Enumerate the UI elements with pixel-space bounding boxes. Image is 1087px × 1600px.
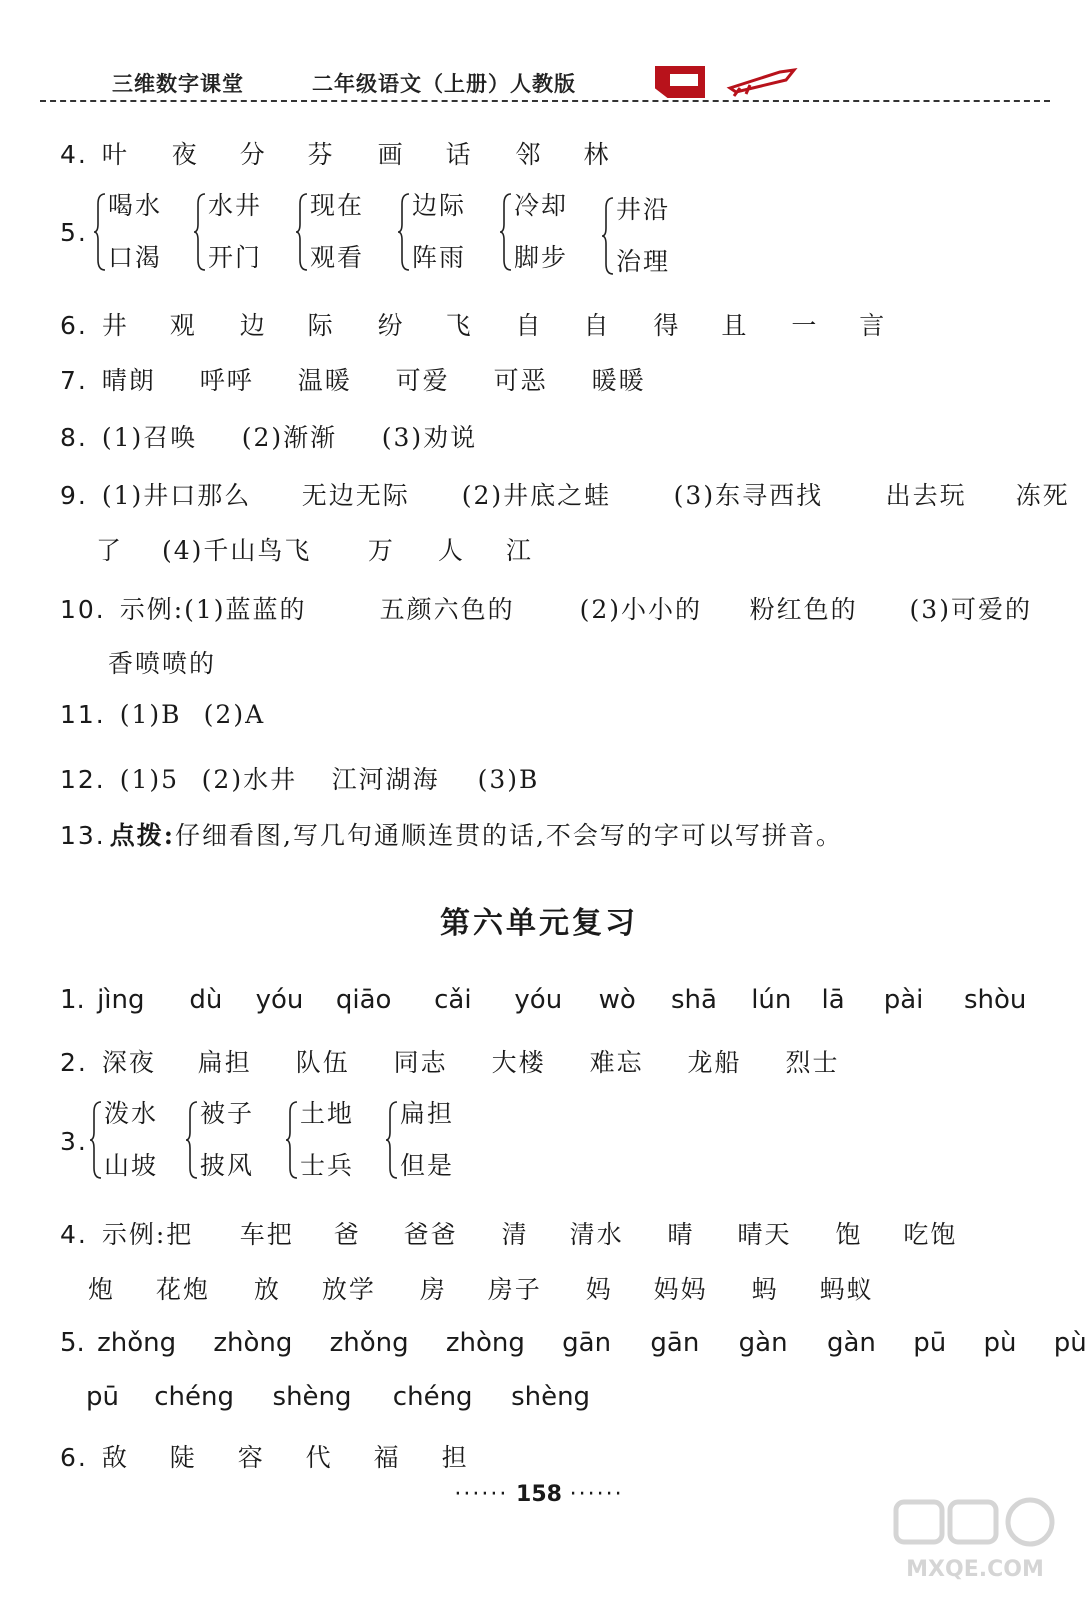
answer-word: 扁担 bbox=[400, 1099, 455, 1128]
answer-word: 井沿 bbox=[616, 195, 671, 224]
pinyin: yóu bbox=[514, 985, 563, 1015]
answer-word: 边际 bbox=[412, 191, 467, 220]
answer-word: (3)劝说 bbox=[381, 423, 478, 452]
answer-word: (1)召唤 bbox=[101, 423, 198, 452]
watermark-logo-icon bbox=[890, 1496, 1060, 1586]
answer-word: (2)A bbox=[203, 700, 266, 729]
answer-number: 6. bbox=[60, 311, 88, 340]
answer-5-group-1 bbox=[94, 192, 162, 272]
pinyin: shòu bbox=[964, 985, 1027, 1015]
header-dashed-rule bbox=[40, 100, 1050, 102]
pinyin: shā bbox=[670, 985, 717, 1015]
answer-word: 五颜六色的 bbox=[379, 595, 515, 624]
answer-word: 得 bbox=[653, 311, 681, 340]
answer-7 bbox=[60, 361, 646, 397]
brace-icon bbox=[186, 1100, 198, 1180]
answer-word: 难忘 bbox=[589, 1048, 644, 1077]
answer-word: 香喷喷的 bbox=[108, 649, 217, 678]
answer-word: 容 bbox=[237, 1443, 265, 1472]
answer-word: 烈士 bbox=[785, 1048, 840, 1077]
answer-word: 冻死 bbox=[1015, 481, 1070, 510]
pinyin: qiāo bbox=[335, 985, 392, 1015]
answer-word: 放学 bbox=[321, 1275, 376, 1304]
answer-word: (2)水井 bbox=[201, 765, 298, 794]
answer-word: 无边无际 bbox=[301, 481, 410, 510]
review-4-line-1 bbox=[60, 1215, 957, 1251]
answer-5-group-4 bbox=[398, 192, 466, 272]
answer-number: 2. bbox=[60, 1048, 88, 1077]
answer-word: (1)B bbox=[119, 700, 182, 729]
answer-word: 晴朗 bbox=[101, 366, 156, 395]
answer-word: 脚步 bbox=[514, 243, 569, 272]
answer-word: 叶 bbox=[101, 140, 129, 169]
answer-word: 房 bbox=[419, 1275, 447, 1304]
pinyin: zhǒng bbox=[329, 1328, 409, 1358]
review-3-group-2 bbox=[186, 1100, 254, 1180]
answer-word: 同志 bbox=[393, 1048, 448, 1077]
review-3-group-3 bbox=[286, 1100, 354, 1180]
header-badge-stripe bbox=[670, 74, 698, 86]
answer-word: 晴 bbox=[667, 1220, 695, 1249]
brace-icon bbox=[286, 1100, 298, 1180]
pinyin: wò bbox=[598, 985, 636, 1015]
answer-word: 龙船 bbox=[687, 1048, 742, 1077]
pinyin: jìng bbox=[97, 985, 145, 1015]
answer-word: (2)小小的 bbox=[579, 595, 703, 624]
answer-word: (1)5 bbox=[119, 765, 180, 794]
answer-word: 披风 bbox=[200, 1151, 255, 1180]
answer-5-group-3 bbox=[296, 192, 364, 272]
pinyin: pù bbox=[983, 1328, 1017, 1358]
answer-word: (1)井口那么 bbox=[101, 481, 252, 510]
review-3-number bbox=[60, 1127, 92, 1156]
answer-word: 大楼 bbox=[491, 1048, 546, 1077]
answer-word: 呼呼 bbox=[199, 366, 254, 395]
answer-word: 林 bbox=[583, 140, 611, 169]
answer-word: 山坡 bbox=[104, 1151, 159, 1180]
answer-word: 现在 bbox=[310, 191, 365, 220]
answer-5-group-5 bbox=[500, 192, 568, 272]
answer-number: 1. bbox=[60, 985, 85, 1015]
answer-number: 5. bbox=[60, 1328, 85, 1358]
tip-label: 点拨: bbox=[109, 821, 175, 850]
answer-word: 敌 bbox=[101, 1443, 129, 1472]
answer-word: 邻 bbox=[515, 140, 543, 169]
answer-word: 飞 bbox=[445, 311, 473, 340]
pinyin: lún bbox=[751, 985, 792, 1015]
review-4-line-2 bbox=[88, 1270, 874, 1306]
pinyin: yóu bbox=[255, 985, 304, 1015]
answer-number: 4. bbox=[60, 1220, 88, 1249]
answer-word: 晴天 bbox=[737, 1220, 792, 1249]
pinyin: chéng bbox=[392, 1382, 473, 1412]
answer-word: 土地 bbox=[300, 1099, 355, 1128]
answer-5-group-6 bbox=[602, 196, 670, 276]
answer-word: 芬 bbox=[307, 140, 335, 169]
answer-word: 饱 bbox=[835, 1220, 863, 1249]
answer-word: 粉红色的 bbox=[749, 595, 858, 624]
answer-word: 一 bbox=[791, 311, 819, 340]
answer-word: 担 bbox=[441, 1443, 469, 1472]
brace-icon bbox=[296, 192, 308, 272]
header-book-title: 二年级语文（上册）人教版 bbox=[312, 72, 576, 96]
answer-number: 13. bbox=[60, 821, 106, 850]
answer-number: 4. bbox=[60, 140, 88, 169]
answer-word: 炮 bbox=[88, 1275, 116, 1304]
answer-word: 深夜 bbox=[101, 1048, 156, 1077]
answer-word: 可爱 bbox=[395, 366, 450, 395]
answer-word: 清水 bbox=[569, 1220, 624, 1249]
answer-word: 江 bbox=[505, 536, 533, 565]
pinyin: chéng bbox=[154, 1382, 235, 1412]
answer-word: 夜 bbox=[171, 140, 199, 169]
brace-icon bbox=[386, 1100, 398, 1180]
pinyin: pū bbox=[86, 1382, 119, 1412]
answer-word: 人 bbox=[437, 536, 465, 565]
answer-word: 际 bbox=[307, 311, 335, 340]
pinyin: gān bbox=[562, 1328, 612, 1358]
page-number-value: 158 bbox=[516, 1482, 562, 1507]
answer-word: 画 bbox=[377, 140, 405, 169]
answer-word: 蚂 bbox=[751, 1275, 779, 1304]
answer-word: 喝水 bbox=[108, 191, 163, 220]
answer-9-line-1 bbox=[60, 476, 1070, 512]
pinyin: gān bbox=[650, 1328, 700, 1358]
page-number: ······ 158 ······ bbox=[454, 1482, 624, 1507]
review-2 bbox=[60, 1043, 840, 1079]
brace-icon bbox=[398, 192, 410, 272]
answer-word: 出去玩 bbox=[885, 481, 967, 510]
answer-word: 士兵 bbox=[300, 1151, 355, 1180]
answer-number: 7. bbox=[60, 366, 88, 395]
answer-word: 但是 bbox=[400, 1151, 455, 1180]
pinyin: dù bbox=[189, 985, 223, 1015]
answer-word: 示例:把 bbox=[101, 1220, 194, 1249]
answer-word: 口渴 bbox=[108, 243, 163, 272]
answer-word: 冷却 bbox=[514, 191, 569, 220]
answer-word: 江河湖海 bbox=[331, 765, 440, 794]
answer-word: 队伍 bbox=[295, 1048, 350, 1077]
answer-word: 暖暖 bbox=[591, 366, 646, 395]
answer-word: 爸 bbox=[333, 1220, 361, 1249]
answer-word: 代 bbox=[305, 1443, 333, 1472]
answer-word: 自 bbox=[515, 311, 543, 340]
answer-5-number bbox=[60, 218, 92, 247]
review-1 bbox=[60, 985, 1026, 1015]
pinyin: pù bbox=[1053, 1328, 1087, 1358]
review-3-group-4 bbox=[386, 1100, 454, 1180]
answer-word: 开门 bbox=[208, 243, 263, 272]
answer-word: 边 bbox=[239, 311, 267, 340]
answer-number: 12. bbox=[60, 765, 106, 794]
answer-word: 吃饱 bbox=[903, 1220, 958, 1249]
answer-word: 观 bbox=[169, 311, 197, 340]
answer-4 bbox=[60, 135, 611, 171]
answer-number: 9. bbox=[60, 481, 88, 510]
pinyin: shèng bbox=[272, 1382, 352, 1412]
answer-word: 清 bbox=[501, 1220, 529, 1249]
answer-number: 10. bbox=[60, 595, 106, 624]
answer-word: 水井 bbox=[208, 191, 263, 220]
answer-13 bbox=[60, 816, 843, 852]
answer-10-line-2 bbox=[108, 644, 216, 680]
section-title: 第六单元复习 bbox=[440, 906, 638, 941]
answer-word: 自 bbox=[583, 311, 611, 340]
answer-word: 放 bbox=[253, 1275, 281, 1304]
pinyin: pài bbox=[883, 985, 924, 1015]
review-6 bbox=[60, 1438, 469, 1474]
answer-word: 蚂蚁 bbox=[819, 1275, 874, 1304]
answer-6 bbox=[60, 306, 886, 342]
brace-icon bbox=[602, 196, 614, 276]
answer-word: 井 bbox=[101, 311, 129, 340]
answer-number: 8. bbox=[60, 423, 88, 452]
rocket-icon bbox=[720, 66, 800, 96]
review-5-line-1 bbox=[60, 1328, 1087, 1358]
answer-word: 万 bbox=[367, 536, 395, 565]
pinyin: shèng bbox=[511, 1382, 591, 1412]
answer-word: 了 bbox=[96, 536, 124, 565]
pinyin: zhǒng bbox=[97, 1328, 177, 1358]
answer-word: 纷 bbox=[377, 311, 405, 340]
brace-icon bbox=[500, 192, 512, 272]
header-series-title: 三维数字课堂 bbox=[112, 72, 244, 96]
answer-12 bbox=[60, 760, 539, 796]
watermark-text: MXQE.COM bbox=[906, 1557, 1044, 1582]
answer-word: 车把 bbox=[239, 1220, 294, 1249]
answer-word: 被子 bbox=[200, 1099, 255, 1128]
answer-word: 话 bbox=[445, 140, 473, 169]
answer-number: 6. bbox=[60, 1443, 88, 1472]
review-3-group-1 bbox=[90, 1100, 158, 1180]
pinyin: gàn bbox=[826, 1328, 876, 1358]
answer-word: 妈妈 bbox=[653, 1275, 708, 1304]
answer-word: 分 bbox=[239, 140, 267, 169]
pinyin: gàn bbox=[738, 1328, 788, 1358]
answer-word: 言 bbox=[859, 311, 887, 340]
answer-word: (2)渐渐 bbox=[241, 423, 338, 452]
review-5-line-2 bbox=[86, 1382, 590, 1412]
answer-number: 5. bbox=[60, 218, 88, 247]
pinyin: cǎi bbox=[434, 985, 472, 1015]
brace-icon bbox=[90, 1100, 102, 1180]
pinyin: zhòng bbox=[445, 1328, 525, 1358]
answer-8 bbox=[60, 418, 477, 454]
answer-word: 且 bbox=[721, 311, 749, 340]
answer-word: 温暖 bbox=[297, 366, 352, 395]
answer-10-line-1 bbox=[60, 590, 1032, 626]
answer-word: 陡 bbox=[169, 1443, 197, 1472]
answer-word: 治理 bbox=[616, 247, 671, 276]
pinyin: pū bbox=[913, 1328, 947, 1358]
answer-word: 阵雨 bbox=[412, 243, 467, 272]
tip-text: 仔细看图,写几句通顺连贯的话,不会写的字可以写拼音。 bbox=[175, 821, 843, 850]
answer-word: (2)井底之蛙 bbox=[461, 481, 612, 510]
pinyin: lā bbox=[821, 985, 845, 1015]
answer-word: 花炮 bbox=[155, 1275, 210, 1304]
answer-word: 爸爸 bbox=[403, 1220, 458, 1249]
answer-word: (3)可爱的 bbox=[909, 595, 1032, 624]
answer-word: 房子 bbox=[487, 1275, 542, 1304]
pinyin: zhòng bbox=[213, 1328, 293, 1358]
answer-number: 3. bbox=[60, 1127, 88, 1156]
page-header bbox=[40, 62, 1050, 102]
answer-word: (4)千山鸟飞 bbox=[161, 536, 312, 565]
answer-word: 扁担 bbox=[197, 1048, 252, 1077]
answer-11 bbox=[60, 700, 265, 729]
answer-word: 可恶 bbox=[493, 366, 548, 395]
answer-number: 11. bbox=[60, 700, 106, 729]
answer-9-line-2 bbox=[96, 531, 533, 567]
answer-word: (3)B bbox=[477, 765, 540, 794]
brace-icon bbox=[94, 192, 106, 272]
answer-word: 福 bbox=[373, 1443, 401, 1472]
answer-word: 观看 bbox=[310, 243, 365, 272]
answer-word: 泼水 bbox=[104, 1099, 159, 1128]
brace-icon bbox=[194, 192, 206, 272]
answer-word: 示例:(1)蓝蓝的 bbox=[119, 595, 307, 624]
answer-5-group-2 bbox=[194, 192, 262, 272]
answer-word: (3)东寻西找 bbox=[673, 481, 824, 510]
answer-word: 妈 bbox=[585, 1275, 613, 1304]
